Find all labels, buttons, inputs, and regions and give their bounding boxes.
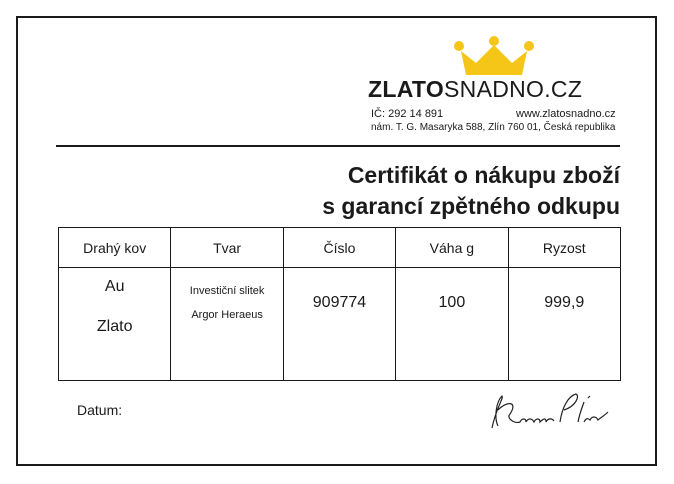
form-producer: Argor Heraeus (191, 309, 263, 321)
date-label: Datum: (77, 402, 123, 418)
signature (484, 388, 612, 436)
header-weight: Váha g (396, 228, 508, 268)
certificate-title (322, 160, 620, 222)
company-website: www.zlatosnadno.cz (516, 108, 616, 120)
table-row (59, 268, 621, 381)
company-address: nám. T. G. Masaryka 588, Zlín 760 01, Česká republika (371, 122, 616, 133)
header-fineness: Ryzost (508, 228, 620, 268)
table-header-row (59, 228, 621, 268)
title-line-1: Certifikát o nákupu zboží (347, 162, 620, 188)
items-table (58, 227, 621, 381)
item-fineness: 999,9 (544, 294, 585, 311)
cell-fineness (508, 268, 620, 381)
cell-weight (396, 268, 508, 381)
metal-name: Zlato (96, 318, 133, 335)
brand-name-bold: ZLATO (368, 76, 445, 102)
brand-logo-text (368, 76, 582, 103)
header-number: Číslo (283, 228, 395, 268)
company-id: IČ: 292 14 891 (371, 108, 444, 120)
header-form: Tvar (171, 228, 283, 268)
cell-form (171, 268, 283, 381)
header-divider (56, 145, 620, 147)
form-type: Investiční slitek (189, 285, 265, 297)
item-number: 909774 (312, 294, 367, 311)
header-metal: Drahý kov (59, 228, 171, 268)
metal-symbol: Au (104, 278, 125, 295)
title-line-2: s garancí zpětného odkupu (322, 193, 620, 219)
crown-icon (452, 35, 536, 77)
cell-metal (59, 268, 171, 381)
cell-number (283, 268, 395, 381)
brand-name-light: SNADNO.CZ (444, 76, 583, 102)
item-weight: 100 (438, 294, 466, 311)
